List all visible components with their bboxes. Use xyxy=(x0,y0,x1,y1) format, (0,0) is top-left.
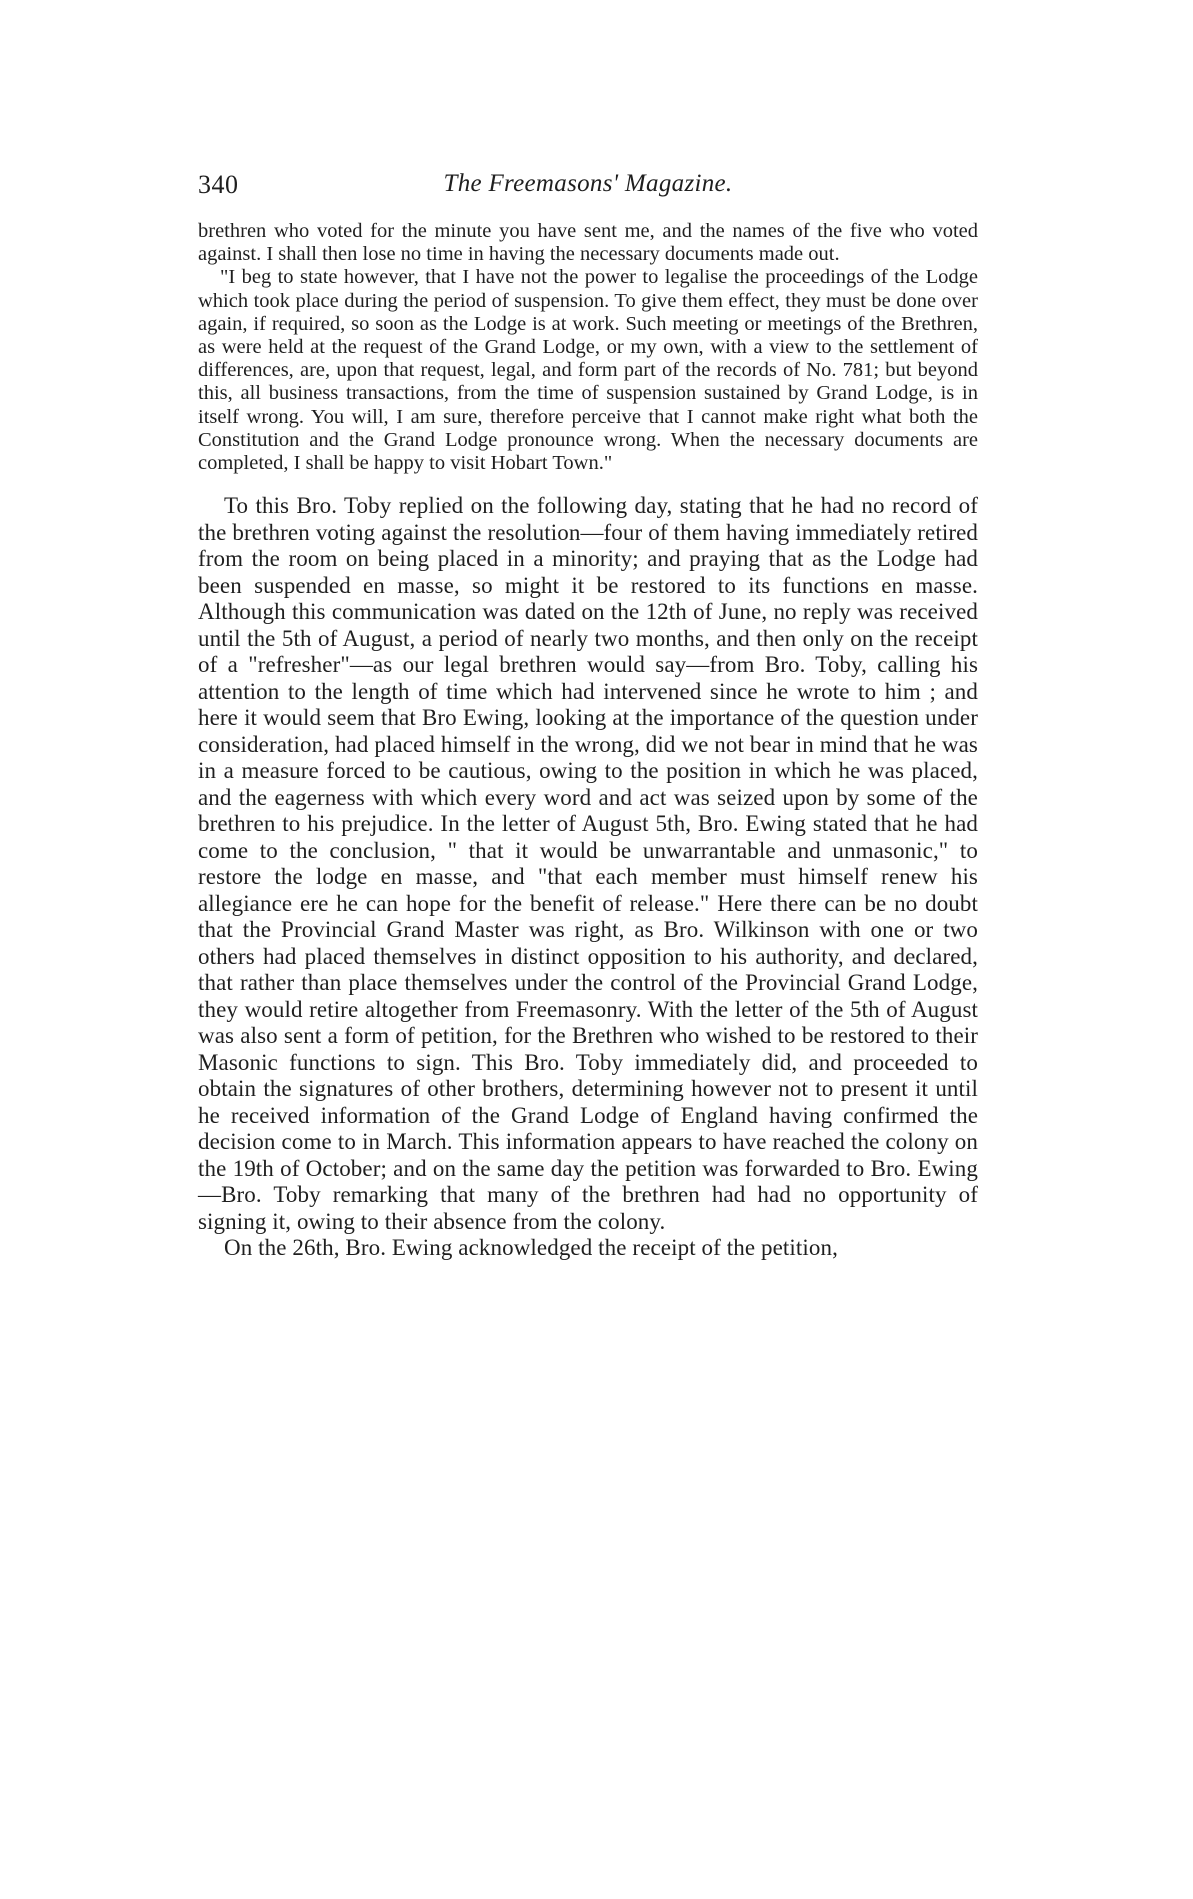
body-paragraph: To this Bro. Toby replied on the following day, stating that he had no record of the brethren voting against the resolution—four of them having immediately retired from the room on being placed in a minority; and praying that as the Lodge had been suspended en masse, so might it be restored to its functions en masse. Although this communication was dated on the 12th of June, no reply was received until the 5th of August, a period of nearly two months, and then only on the receipt of a "refresher"—as our legal brethren would say—from Bro. Toby, calling his attention to the length of time which had intervened since he wrote to him ; and here it would seem that Bro Ewing, looking at the importance of the question under consideration, had placed himself in the wrong, did we not bear in mind that he was in a measure forced to be cautious, owing to the position in which he was placed, and the eagerness with which every word and act was seized upon by some of the brethren to his prejudice. In the letter of August 5th, Bro. Ewing stated that he had come to the conclusion, " that it would be unwarrantable and unmasonic," to restore the lodge en masse, and "that each member must himself renew his allegiance ere he can hope for the benefit of release." Here there can be no doubt that the Provincial Grand Master was right, as Bro. Wilkinson with one or two others had placed themselves in distinct opposition to his authority, and declared, that rather than place themselves under the control of the Provincial Grand Lodge, they would retire altogether from Freemasonry. With the letter of the 5th of August was also sent a form of petition, for the Brethren who wished to be restored to their Masonic functions to sign. This Bro. Toby immediately did, and proceeded to obtain the signatures of other brothers, determining however not to present it until he received information of the Grand Lodge of England having confirmed the decision come to in March. This information appears to have reached the colony on the 19th of October; and on the same day the petition was forwarded to Bro. Ewing—Bro. Toby remarking that many of the brethren had had no opportunity of signing it, owing to their absence from the colony. xyxy=(198,493,978,1234)
body-paragraph: On the 26th, Bro. Ewing acknowledged the receipt of the petition, xyxy=(224,1235,838,1261)
quoted-letter xyxy=(198,220,978,475)
running-title: The Freemasons' Magazine. xyxy=(443,170,733,197)
page-header xyxy=(198,170,978,208)
quote-paragraph: brethren who voted for the minute you have sent me, and the names of the five who voted against. I shall then lose no time in having the necessary documents made out. xyxy=(198,220,978,266)
article-body xyxy=(198,493,978,1262)
quote-paragraph: "I beg to state however, that I have not the power to legalise the proceedings of the Lodge which took place during the period of suspension. To give them effect, they must be done over again, if required, so soon as the Lodge is at work. Such meeting or meetings of the Brethren, as were held at the request of the Grand Lodge, or my own, with a view to the settlement of differences, are, upon that request, legal, and form part of the records of No. 781; but beyond this, all business transactions, from the time of suspension sustained by Grand Lodge, is in itself wrong. You will, I am sure, therefore perceive that I cannot make right what both the Constitution and the Grand Lodge pronounce wrong. When the necessary documents are completed, I shall be happy to visit Hobart Town." xyxy=(198,266,978,475)
page-number: 340 xyxy=(198,170,239,199)
magazine-page xyxy=(198,170,978,1860)
